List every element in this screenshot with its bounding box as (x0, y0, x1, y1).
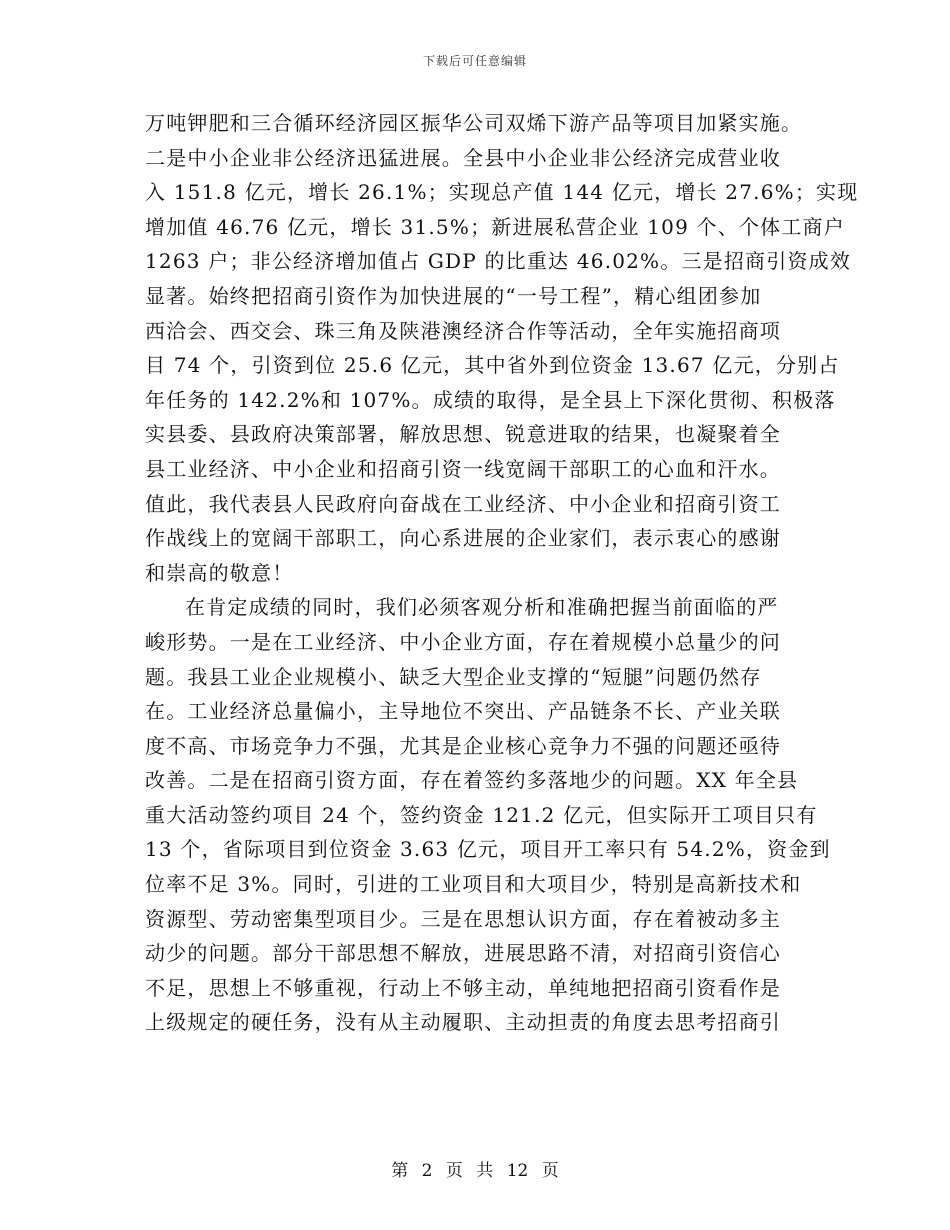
text-line: 西洽会、西交会、珠三角及陕港澳经济合作等活动，全年实施招商项 (145, 318, 781, 343)
text-line: 峻形势。一是在工业经济、中小企业方面，存在着规模小总量少的问 (145, 629, 781, 654)
text-line: 县工业经济、中小企业和招商引资一线宽阔干部职工的心血和汗水。 (145, 456, 781, 481)
total-page-count: 12 (506, 1161, 529, 1181)
footer-label-suffix: 页 (541, 1161, 559, 1181)
document-body (145, 106, 859, 1040)
text-line: 值此，我代表县人民政府向奋战在工业经济、中小企业和招商引资工 (145, 491, 781, 516)
current-page-number: 2 (421, 1161, 433, 1181)
text-line: 万吨钾肥和三合循环经济园区振华公司双烯下游产品等项目加紧实施。 (145, 111, 803, 135)
text-line: 和崇高的敬意！ (145, 560, 294, 585)
text-line: 动少的问题。部分干部思想不解放，进展思路不清，对招商引资信心 (145, 941, 781, 966)
paragraph-start-line: 在肯定成绩的同时，我们必须客观分析和准确把握当前面临的严 (185, 595, 779, 620)
footer-label-total-prefix: 共 (476, 1161, 494, 1181)
text-line: 改善。二是在招商引资方面，存在着签约多落地少的问题。XX 年全县 (145, 768, 799, 793)
text-line: 目 74 个，引资到位 25.6 亿元，其中省外到位资金 13.67 亿元，分别占 (145, 353, 840, 378)
text-line: 不足，思想上不够重视，行动上不够主动，单纯地把招商引资看作是 (145, 975, 781, 1000)
footer-label-middle: 页 (445, 1161, 463, 1181)
text-line: 二是中小企业非公经济迅猛进展。全县中小企业非公经济完成营业收 (145, 145, 781, 170)
text-line: 上级规定的硬任务，没有从主动履职、主动担责的角度去思考招商引 (145, 1010, 781, 1035)
text-line: 显著。始终把招商引资作为加快进展的“一号工程”，精心组团参加 (145, 283, 762, 308)
text-line: 年任务的 142.2%和 107%。成绩的取得，是全县上下深化贯彻、积极落 (145, 387, 836, 412)
page-footer (0, 1156, 950, 1181)
page-header: 下载后可任意编辑 (422, 54, 527, 68)
text-line: 作战线上的宽阔干部职工，向心系进展的企业家们，表示衷心的感谢 (145, 526, 781, 551)
text-line: 13 个，省际项目到位资金 3.63 亿元，项目开工率只有 54.2%，资金到 (145, 837, 831, 862)
footer-label-prefix: 第 (391, 1161, 409, 1181)
text-line: 实县委、县政府决策部署，解放思想、锐意进取的结果，也凝聚着全 (145, 422, 781, 447)
text-line: 入 151.8 亿元，增长 26.1%；实现总产值 144 亿元，增长 27.6%；实现 (145, 180, 859, 205)
text-line: 度不高、市场竞争力不强，尤其是企业核心竞争力不强的问题还亟待 (145, 733, 781, 758)
text-line: 重大活动签约项目 24 个，签约资金 121.2 亿元，但实际开工项目只有 (145, 802, 818, 827)
text-line: 增加值 46.76 亿元，增长 31.5%；新进展私营企业 109 个、个体工商户 (145, 214, 845, 239)
text-line: 资源型、劳动密集型项目少。三是在思想认识方面，存在着被动多主 (145, 906, 781, 931)
text-line: 题。我县工业企业规模小、缺乏大型企业支撑的“短腿”问题仍然存 (145, 664, 762, 689)
text-line: 1263 户；非公经济增加值占 GDP 的比重达 46.02%。三是招商引资成效 (145, 249, 852, 274)
text-line: 在。工业经济总量偏小，主导地位不突出、产品链条不长、产业关联 (145, 699, 781, 724)
text-line: 位率不足 3%。同时，引进的工业项目和大项目少，特别是高新技术和 (145, 872, 802, 897)
